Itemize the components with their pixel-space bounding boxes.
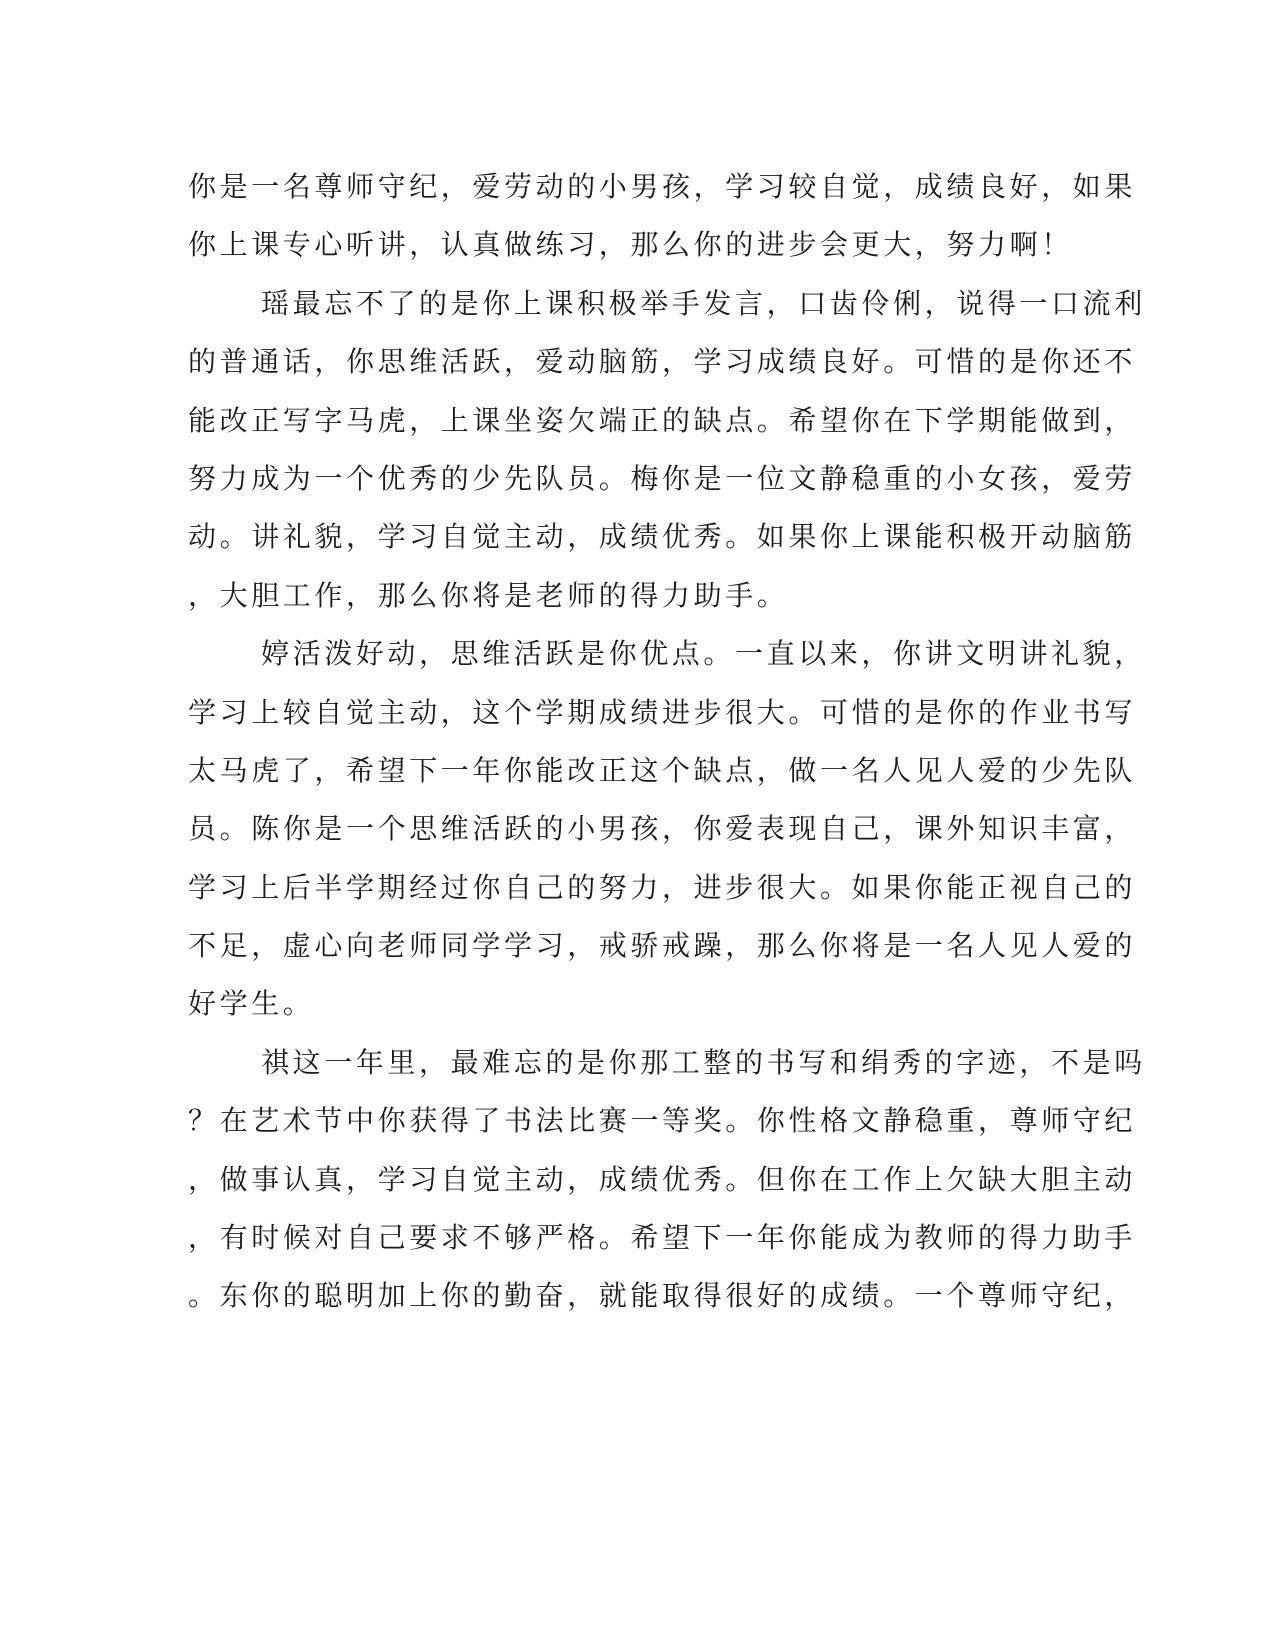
text-line-10: 学习上较自觉主动，这个学期成绩进步很大。可惜的是你的作业书写 xyxy=(188,695,1137,729)
text-line-1: 你是一名尊师守纪，爱劳动的小男孩，学习较自觉，成绩良好，如果 xyxy=(188,170,1137,203)
text-line-16: 祺这一年里，最难忘的是你那工整的书写和绢秀的字迹，不是吗 xyxy=(261,1045,1146,1079)
text-line-20: 。东你的聪明加上你的勤奋，就能取得很好的成绩。一个尊师守纪， xyxy=(188,1279,1137,1313)
text-line-14: 不足，虚心向老师同学学习，戒骄戒躁，那么你将是一名人见人爱的 xyxy=(188,929,1137,963)
text-line-19: ，有时候对自己要求不够严格。希望下一年你能成为教师的得力助手 xyxy=(188,1221,1137,1255)
text-line-2: 你上课专心听讲，认真做练习，那么你的进步会更大，努力啊！ xyxy=(188,228,1073,262)
text-line-7: 动。讲礼貌，学习自觉主动，成绩优秀。如果你上课能积极开动脑筋 xyxy=(188,520,1137,554)
text-line-3: 瑶最忘不了的是你上课积极举手发言，口齿伶俐，说得一口流利 xyxy=(261,286,1146,320)
text-line-9: 婷活泼好动，思维活跃是你优点。一直以来，你讲文明讲礼貌， xyxy=(261,637,1146,671)
body-text xyxy=(188,158,1146,1326)
text-line-15: 好学生。 xyxy=(188,987,315,1021)
text-line-13: 学习上后半学期经过你自己的努力，进步很大。如果你能正视自己的 xyxy=(188,870,1137,904)
text-line-12: 员。陈你是一个思维活跃的小男孩，你爱表现自己，课外知识丰富， xyxy=(188,812,1137,846)
text-line-11: 太马虎了，希望下一年你能改正这个缺点，做一名人见人爱的少先队 xyxy=(188,753,1137,787)
text-line-17: ？在艺术节中你获得了书法比赛一等奖。你性格文静稳重，尊师守纪 xyxy=(188,1104,1137,1138)
text-line-5: 能改正写字马虎，上课坐姿欠端正的缺点。希望你在下学期能做到， xyxy=(188,403,1137,437)
text-line-4: 的普通话，你思维活跃，爱动脑筋，学习成绩良好。可惜的是你还不 xyxy=(188,345,1137,379)
text-line-8: ，大胆工作，那么你将是老师的得力助手。 xyxy=(188,578,789,612)
text-line-6: 努力成为一个优秀的少先队员。梅你是一位文静稳重的小女孩，爱劳 xyxy=(188,461,1137,495)
text-line-18: ，做事认真，学习自觉主动，成绩优秀。但你在工作上欠缺大胆主动 xyxy=(188,1162,1137,1196)
